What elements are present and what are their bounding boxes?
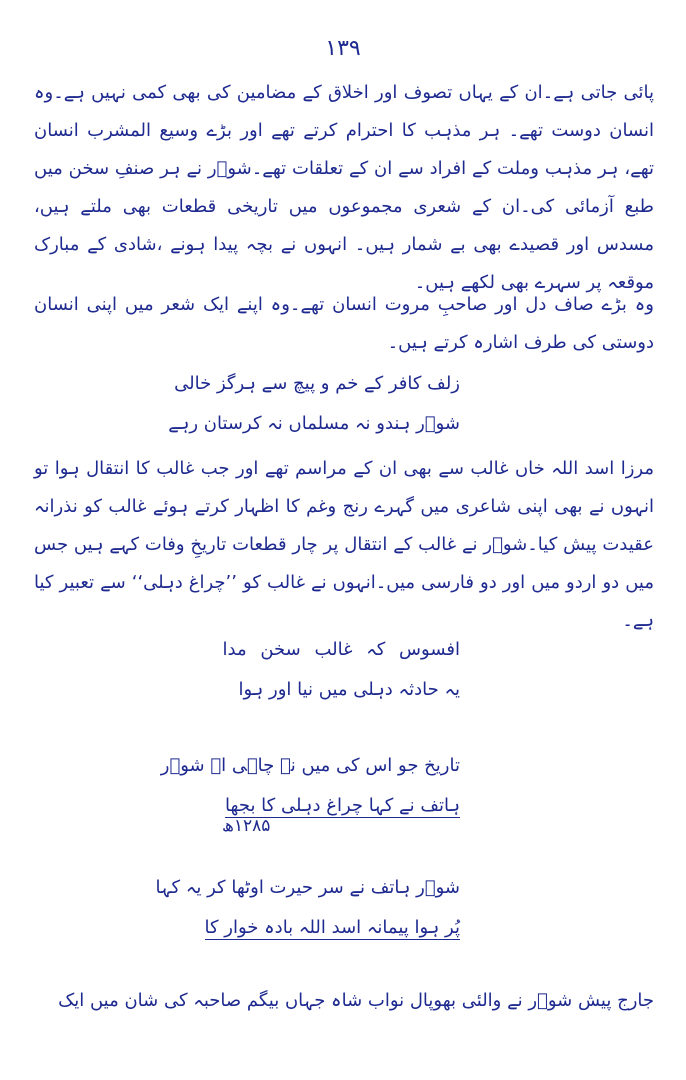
paragraph-ghalib (34, 450, 654, 640)
couplet-chronogram-two (155, 868, 460, 948)
couplet-line (200, 908, 460, 948)
hijri-year: ۱۲۸۵ھ (222, 816, 271, 836)
page-number: ۱۳۹ (325, 36, 361, 61)
paragraph-text: مرزا اسد اللہ خاں غالب سے بھی ان کے مراسم تھے اور جب غالب کا انتقال ہوا تو انہوں نے بھی اپنی شاعری میں گہرے رنج وغم کا اظہار کرتے ہوئے غالب کو نذرانہ عقیدت پیش کیا۔شوؔر نے غالب کے انتقال پر چار قطعات تاریخِ وفات کہے ہیں جس میں دو اردو میں اور دو فارسی میں۔انہوں نے غالب کو ’’چراغ دہلی‘‘ سے تعبیر کیا ہے۔ (34, 458, 654, 631)
couplet-line: تاریخ جو اس کی میں نے چاہی اے شوؔر (160, 755, 460, 776)
couplet-line: شوؔر ہاتف نے سر حیرت اوٹھا کر یہ کہا (155, 877, 460, 898)
couplet-ghalib-mourning (200, 630, 460, 710)
paragraph-sufism-and-tolerance (34, 74, 654, 302)
couplet-line: زلف کافر کے خم و پیچ سے ہرگز خالی (174, 373, 460, 394)
paragraph-text: وہ بڑے صاف دل اور صاحبِ مروت انسان تھے۔وہ اپنے ایک شعر میں اپنی انسان دوستی کی طرف اشارہ کرتے ہیں۔ (34, 294, 654, 353)
couplet-line: افسوس کہ غالب سخن مدا (222, 639, 460, 660)
paragraph-text: پائی جاتی ہے۔ان کے یہاں تصوف اور اخلاق کے مضامین کی بھی کمی نہیں ہے۔وہ انسان دوست تھے۔ ہر مذہب کا احترام کرتے تھے اور بڑے وسیع المشرب انسان تھے، ہر مذہب وملت کے افراد سے ان کے تعلقات تھے۔شوؔر نے ہر صنفِ سخن میں طبع آزمائی کی۔ان کے شعری مجموعوں میں تاریخی قطعات بھی ملتے ہیں، مسدس اور قصیدے بھی بے شمار ہیں۔ انہوں نے بچہ پیدا ہونے ،شادی کے مبارک موقعہ پر سہرے بھی لکھے ہیں۔ (34, 82, 654, 293)
chronogram-line: ہاتف نے کہا چراغ دہلی کا بجھا (225, 795, 460, 816)
paragraph-text: جارج پیش شوؔر نے والئی بھوپال نواب شاہ جہاں بیگم صاحبہ کی شان میں ایک (58, 990, 654, 1011)
couplet-chronogram-one (160, 746, 460, 826)
paragraph-bhopal (34, 982, 654, 1020)
paragraph-humanism (34, 286, 654, 362)
couplet-line: یہ حادثہ دہلی میں نیا اور ہوا (238, 679, 460, 700)
chronogram-line: پُر ہوا پیمانہ اسد اللہ بادہ خوار کا (204, 917, 460, 938)
couplet-humanism (168, 364, 460, 444)
couplet-line: شوؔر ہندو نہ مسلماں نہ کرستان رہے (168, 413, 460, 434)
